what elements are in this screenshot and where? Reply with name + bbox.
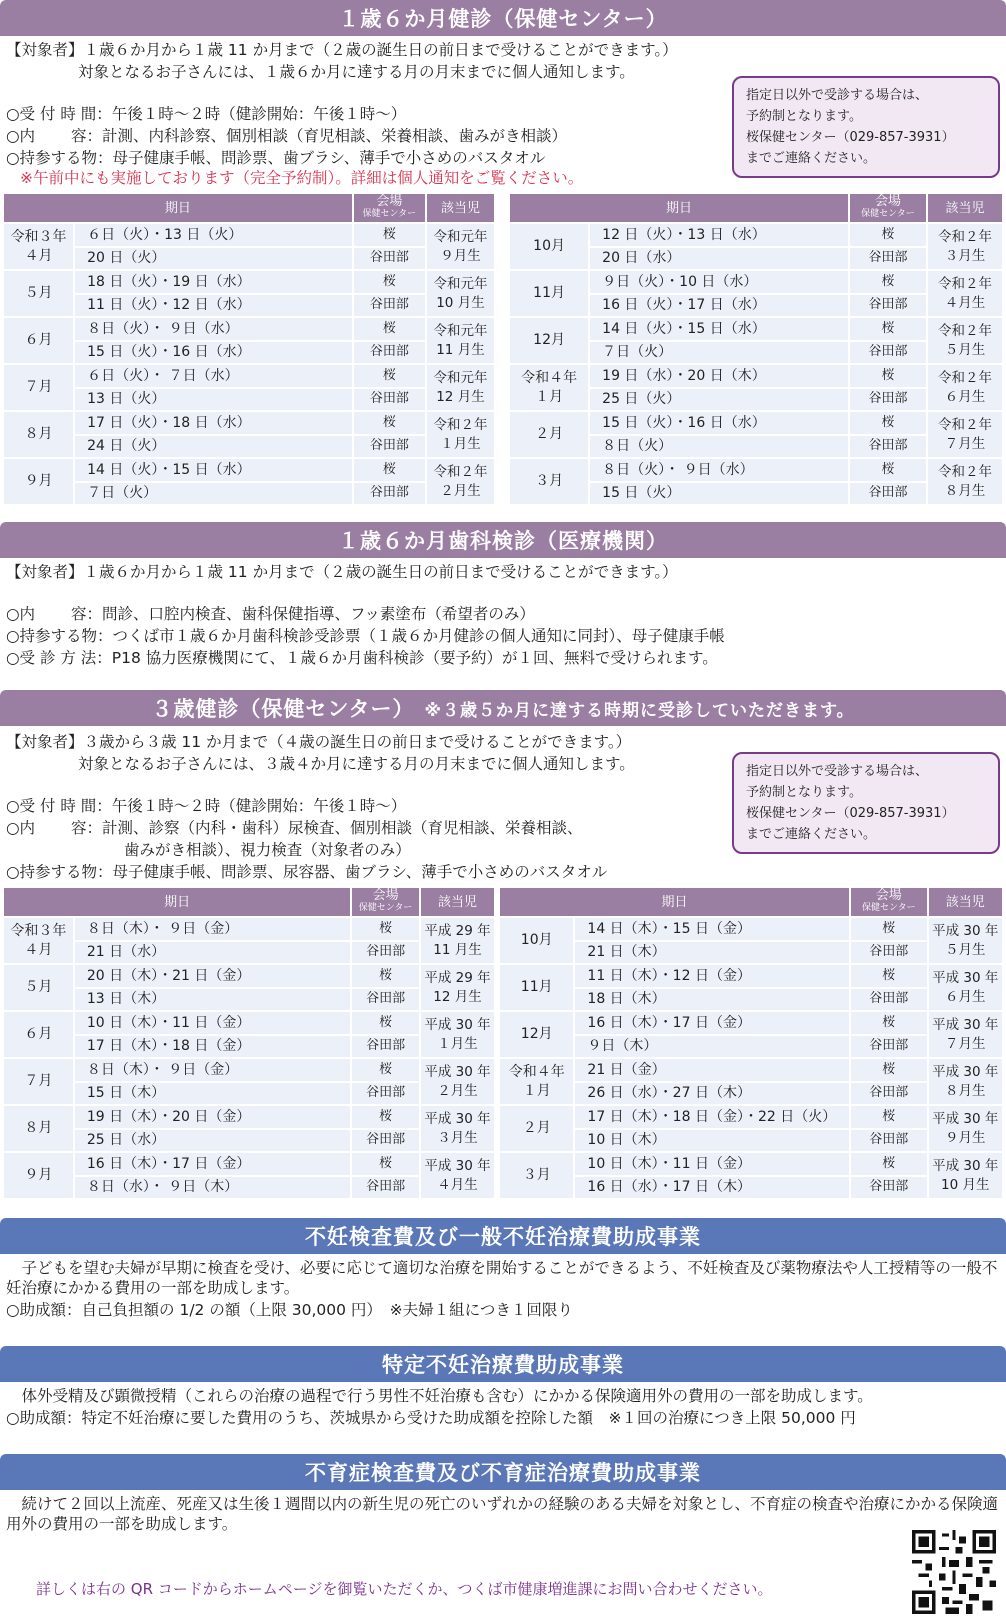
column-header-eligible: 該当児	[427, 194, 494, 222]
table-row	[4, 483, 494, 505]
table-row	[4, 342, 494, 364]
table-row	[500, 1059, 1002, 1081]
table-row	[4, 271, 494, 293]
venue-cell: 谷田部	[352, 1083, 419, 1105]
eligible-cell: 令和元年 12 月生	[427, 365, 494, 410]
date-cell: 15 日（火）・16 日（水）	[75, 342, 352, 364]
venue-cell: 谷田部	[851, 1083, 927, 1105]
venue-cell: 桜	[851, 1153, 927, 1175]
month-cell: ７月	[4, 365, 73, 410]
table-row	[500, 1012, 1002, 1034]
date-cell: 10 日（木）・11 日（金）	[75, 1012, 350, 1034]
venue-cell: 桜	[352, 918, 419, 940]
eligible-cell: 令和２年 ６月生	[928, 365, 1002, 410]
date-cell: 18 日（木）	[575, 989, 849, 1011]
column-header-date: 期日	[4, 888, 350, 916]
date-cell: ７日（火）	[75, 483, 352, 505]
venue-cell: 桜	[850, 318, 926, 340]
note-line: 指定日以外で受診する場合は、	[746, 764, 929, 779]
dental-bring: ○持参する物：つくば市１歳６か月歯科検診受診票（１歳６か月健診の個人通知に同封）、母子健康手帳	[6, 627, 725, 645]
month-cell: ６月	[4, 1012, 73, 1057]
column-header-date: 期日	[4, 194, 352, 222]
table-row	[500, 965, 1002, 987]
month-cell: ９月	[4, 1153, 73, 1198]
date-cell: 19 日（水）・20 日（木）	[590, 365, 848, 387]
venue-cell: 桜	[850, 365, 926, 387]
eligible-cell: 令和２年 ５月生	[928, 318, 1002, 363]
date-cell: 16 日（木）・17 日（金）	[575, 1012, 849, 1034]
table-row	[500, 1036, 1002, 1058]
eligible-cell: 令和元年 ９月生	[427, 224, 494, 269]
eligible-cell: 令和元年 11 月生	[427, 318, 494, 363]
table-row	[4, 1106, 494, 1128]
month-cell: 10月	[510, 224, 588, 269]
date-cell: 13 日（火）	[75, 389, 352, 411]
table-row	[500, 1153, 1002, 1175]
table-row	[500, 1083, 1002, 1105]
month-cell: ５月	[4, 965, 73, 1010]
date-cell: 14 日（木）・15 日（金）	[575, 918, 849, 940]
date-cell: 14 日（火）・15 日（水）	[590, 318, 848, 340]
date-cell: ６日（火）・13 日（火）	[75, 224, 352, 246]
dental-method: ○受 診 方 法：P18 協力医療機関にて、１歳６か月歯科検診（要予約）が１回、無料で受けられます。	[6, 649, 718, 667]
table-row	[4, 389, 494, 411]
venue-cell: 桜	[851, 1012, 927, 1034]
reception-time: ○受 付 時 間：午後１時～２時（健診開始：午後１時～）	[6, 797, 407, 815]
table-row	[4, 918, 494, 940]
target-text: 【対象者】３歳から３歳 11 か月まで（４歳の誕生日の前日まで受けることができます。）	[6, 733, 632, 751]
table-row	[500, 1130, 1002, 1152]
eligible-cell: 令和２年 ４月生	[928, 271, 1002, 316]
date-cell: ６日（火）・ ７日（水）	[75, 365, 352, 387]
eligible-cell: 平成 30 年 ３月生	[421, 1106, 494, 1151]
specific-infertility-amount: ○助成額：特定不妊治療に要した費用のうち、茨城県から受けた助成額を控除した額 ※１回の治療につき上限 50,000 円	[6, 1409, 856, 1427]
date-cell: 10 日（木）・11 日（金）	[575, 1153, 849, 1175]
date-cell: 24 日（火）	[75, 436, 352, 458]
date-cell: 26 日（水）・27 日（木）	[575, 1083, 849, 1105]
venue-cell: 桜	[851, 1106, 927, 1128]
date-cell: 16 日（水）・17 日（木）	[575, 1177, 849, 1199]
eligible-cell: 平成 29 年 11 月生	[421, 918, 494, 963]
venue-cell: 谷田部	[352, 1177, 419, 1199]
eligible-cell: 令和２年 ３月生	[928, 224, 1002, 269]
bring-text: ○持参する物：母子健康手帳、問診票、歯ブラシ、薄手で小さめのバスタオル	[6, 149, 546, 167]
venue-cell: 桜	[352, 1012, 419, 1034]
month-cell: 令和４年 １月	[500, 1059, 573, 1104]
column-header-venue-sub: 保健センター	[358, 903, 413, 913]
column-header-venue-sub: 保健センター	[861, 209, 915, 219]
table-row	[510, 365, 1002, 387]
venue-cell: 谷田部	[850, 436, 926, 458]
venue-cell: 桜	[851, 918, 927, 940]
date-cell: ７日（火）	[590, 342, 848, 364]
schedule-table-18m-right	[508, 192, 1004, 506]
target-text: 【対象者】１歳６か月から１歳 11 か月まで（２歳の誕生日の前日まで受けることができます。）	[6, 41, 678, 59]
venue-cell: 桜	[851, 965, 927, 987]
table-row	[4, 436, 494, 458]
table-row	[510, 412, 1002, 434]
table-row	[500, 942, 1002, 964]
venue-cell: 谷田部	[851, 989, 927, 1011]
month-cell: 12月	[510, 318, 588, 363]
column-header-eligible: 該当児	[928, 194, 1002, 222]
date-cell: 18 日（火）・19 日（水）	[75, 271, 352, 293]
table-row	[500, 1177, 1002, 1199]
venue-cell: 桜	[851, 1059, 927, 1081]
date-cell: ８日（水）・ ９日（木）	[75, 1177, 350, 1199]
column-header-venue-sub: 保健センター	[362, 209, 417, 219]
date-cell: 25 日（火）	[590, 389, 848, 411]
content-text: ○内 容：計測、診察（内科・歯科）尿検査、個別相談（育児相談、栄養相談、	[6, 819, 583, 837]
date-cell: 10 日（木）	[575, 1130, 849, 1152]
eligible-cell: 令和２年 ２月生	[427, 459, 494, 504]
date-cell: 15 日（火）・16 日（水）	[590, 412, 848, 434]
subtitle: ※３歳５か月に達する時期に受診していただきます。	[424, 700, 855, 721]
venue-cell: 桜	[850, 271, 926, 293]
date-cell: 15 日（木）	[75, 1083, 350, 1105]
column-header-date: 期日	[510, 194, 848, 222]
column-header-venue: 会場 保健センター	[352, 888, 419, 916]
section-header-recurrent-miscarriage: 不育症検査費及び不育症治療費助成事業	[0, 1454, 1006, 1490]
month-cell: 11月	[510, 271, 588, 316]
bring-text: ○持参する物：母子健康手帳、問診票、尿容器、歯ブラシ、薄手で小さめのバスタオル	[6, 863, 608, 881]
table-row	[4, 224, 494, 246]
eligible-cell: 平成 30 年 ６月生	[929, 965, 1002, 1010]
column-header-date: 期日	[500, 888, 849, 916]
dental-target: 【対象者】１歳６か月から１歳 11 か月まで（２歳の誕生日の前日まで受けることができます。）	[6, 563, 678, 581]
table-row	[4, 295, 494, 317]
venue-cell: 桜	[354, 365, 425, 387]
venue-cell: 桜	[352, 965, 419, 987]
venue-cell: 谷田部	[352, 989, 419, 1011]
venue-cell: 桜	[352, 1059, 419, 1081]
venue-cell: 谷田部	[354, 248, 425, 270]
date-cell: 21 日（木）	[575, 942, 849, 964]
reception-time: ○受 付 時 間：午後１時～２時（健診開始：午後１時～）	[6, 105, 407, 123]
date-cell: 20 日（火）	[75, 248, 352, 270]
section-header-3y-checkup	[0, 690, 1006, 726]
venue-cell: 谷田部	[851, 1177, 927, 1199]
month-cell: ９月	[4, 459, 73, 504]
venue-cell: 桜	[850, 224, 926, 246]
venue-cell: 谷田部	[850, 483, 926, 505]
month-cell: 12月	[500, 1012, 573, 1057]
table-row	[4, 965, 494, 987]
table-row	[4, 1059, 494, 1081]
date-cell: 20 日（水）	[590, 248, 848, 270]
note-line: 桜保健センター（029-857-3931）	[746, 130, 955, 145]
eligible-cell: 平成 30 年 ２月生	[421, 1059, 494, 1104]
venue-cell: 谷田部	[354, 389, 425, 411]
venue-cell: 桜	[850, 459, 926, 481]
date-cell: ８日（火）・ ９日（水）	[75, 318, 352, 340]
date-cell: 21 日（金）	[575, 1059, 849, 1081]
month-cell: 令和４年 １月	[510, 365, 588, 410]
venue-cell: 谷田部	[354, 295, 425, 317]
date-cell: ９日（火）・10 日（水）	[590, 271, 848, 293]
month-cell: ２月	[500, 1106, 573, 1151]
venue-cell: 桜	[354, 318, 425, 340]
note-line: 桜保健センター（029-857-3931）	[746, 806, 955, 821]
eligible-cell: 平成 30 年 ４月生	[421, 1153, 494, 1198]
table-row	[4, 318, 494, 340]
eligible-cell: 令和２年 ８月生	[928, 459, 1002, 504]
table-row	[4, 1153, 494, 1175]
venue-cell: 桜	[354, 271, 425, 293]
month-cell: ８月	[4, 1106, 73, 1151]
date-cell: 14 日（火）・15 日（水）	[75, 459, 352, 481]
eligible-cell: 令和２年 ７月生	[928, 412, 1002, 457]
month-cell: ７月	[4, 1059, 73, 1104]
table-row	[500, 918, 1002, 940]
venue-cell: 谷田部	[850, 389, 926, 411]
column-header-venue: 会場 保健センター	[851, 888, 927, 916]
table-row	[500, 1106, 1002, 1128]
infertility-general-amount: ○助成額：自己負担額の 1/2 の額（上限 30,000 円） ※夫婦１組につき１回限り	[6, 1301, 573, 1319]
month-cell: 令和３年 ４月	[4, 224, 73, 269]
table-row	[510, 318, 1002, 340]
month-cell: ２月	[510, 412, 588, 457]
qr-code-icon[interactable]	[912, 1530, 996, 1614]
infertility-general-body: 子どもを望む夫婦が早期に検査を受け、必要に応じて適切な治療を開始することができるよう、不妊検査及び薬物療法や人工授精等の一般不妊治療にかかる費用の一部を助成します。	[6, 1259, 998, 1297]
table-row	[4, 459, 494, 481]
month-cell: ５月	[4, 271, 73, 316]
venue-cell: 桜	[850, 412, 926, 434]
section-header-specific-infertility: 特定不妊治療費助成事業	[0, 1346, 1006, 1382]
month-cell: 10月	[500, 918, 573, 963]
venue-cell: 谷田部	[851, 1130, 927, 1152]
target-note: 対象となるお子さんには、３歳４か月に達する月の月末までに個人通知します。	[78, 755, 635, 773]
date-cell: 19 日（木）・20 日（金）	[75, 1106, 350, 1128]
date-cell: 20 日（木）・21 日（金）	[75, 965, 350, 987]
date-cell: 11 日（木）・12 日（金）	[575, 965, 849, 987]
dental-content: ○内 容：問診、口腔内検査、歯科保健指導、フッ素塗布（希望者のみ）	[6, 605, 535, 623]
date-cell: 25 日（水）	[75, 1130, 350, 1152]
eligible-cell: 平成 30 年 １月生	[421, 1012, 494, 1057]
date-cell: 12 日（火）・13 日（水）	[590, 224, 848, 246]
eligible-cell: 平成 30 年 ９月生	[929, 1106, 1002, 1151]
target-note: 対象となるお子さんには、１歳６か月に達する月の月末までに個人通知します。	[78, 63, 635, 81]
content-text-2: 歯みがき相談）、視力検査（対象者のみ）	[124, 841, 411, 859]
venue-cell: 桜	[352, 1153, 419, 1175]
venue-cell: 谷田部	[851, 1036, 927, 1058]
footer-contact: 詳しくは右の QR コードからホームページを御覧いただくか、つくば市健康増進課にお問い合わせください。	[36, 1580, 773, 1598]
column-header-venue: 会場 保健センター	[354, 194, 425, 222]
column-header-eligible: 該当児	[929, 888, 1002, 916]
note-line: までご連絡ください。	[746, 151, 877, 166]
venue-cell: 谷田部	[354, 342, 425, 364]
month-cell: 令和３年 ４月	[4, 918, 73, 963]
venue-cell: 谷田部	[851, 942, 927, 964]
schedule-table-3y-left	[2, 886, 496, 1200]
month-cell: 11月	[500, 965, 573, 1010]
date-cell: ９日（木）	[575, 1036, 849, 1058]
date-cell: 11 日（火）・12 日（水）	[75, 295, 352, 317]
eligible-cell: 平成 30 年 10 月生	[929, 1153, 1002, 1198]
venue-cell: 谷田部	[850, 295, 926, 317]
date-cell: 17 日（木）・18 日（金）・22 日（火）	[575, 1106, 849, 1128]
reservation-note	[732, 76, 1000, 178]
table-row	[4, 412, 494, 434]
date-cell: ８日（木）・ ９日（金）	[75, 1059, 350, 1081]
section-header-dental: １歳６か月歯科検診（医療機関）	[0, 522, 1006, 558]
venue-cell: 谷田部	[354, 483, 425, 505]
table-row	[4, 248, 494, 270]
date-cell: 16 日（木）・17 日（金）	[75, 1153, 350, 1175]
table-row	[4, 1012, 494, 1034]
venue-cell: 谷田部	[850, 248, 926, 270]
recurrent-miscarriage-body: 続けて２回以上流産、死産又は生後１週間以内の新生児の死亡のいずれかの経験のある夫婦を対象とし、不育症の検査や治療にかかる保険適用外の費用の一部を助成します。	[6, 1495, 999, 1533]
month-cell: ３月	[510, 459, 588, 504]
venue-cell: 谷田部	[354, 436, 425, 458]
venue-cell: 桜	[354, 224, 425, 246]
date-cell: 16 日（火）・17 日（水）	[590, 295, 848, 317]
table-row	[500, 989, 1002, 1011]
am-note: ※午前中にも実施しております（完全予約制）。詳細は個人通知をご覧ください。	[20, 169, 584, 187]
venue-cell: 谷田部	[850, 342, 926, 364]
column-header-eligible: 該当児	[421, 888, 494, 916]
date-cell: 17 日（火）・18 日（水）	[75, 412, 352, 434]
schedule-table-3y-right	[498, 886, 1004, 1200]
section-header-infertility-general: 不妊検査費及び一般不妊治療費助成事業	[0, 1218, 1006, 1254]
specific-infertility-body: 体外受精及び顕微授精（これらの治療の過程で行う男性不妊治療も含む）にかかる保険適用外の費用の一部を助成します。	[6, 1387, 873, 1405]
note-line: 予約制となります。	[746, 109, 862, 124]
month-cell: ３月	[500, 1153, 573, 1198]
month-cell: ８月	[4, 412, 73, 457]
table-row	[510, 271, 1002, 293]
venue-cell: 谷田部	[352, 1036, 419, 1058]
note-line: 指定日以外で受診する場合は、	[746, 88, 929, 103]
eligible-cell: 令和元年 10 月生	[427, 271, 494, 316]
table-row	[510, 224, 1002, 246]
reservation-note	[732, 752, 1000, 854]
date-cell: 17 日（木）・18 日（金）	[75, 1036, 350, 1058]
content-text: ○内 容：計測、内科診察、個別相談（育児相談、栄養相談、歯みがき相談）	[6, 127, 567, 145]
eligible-cell: 令和２年 １月生	[427, 412, 494, 457]
date-cell: ８日（木）・ ９日（金）	[75, 918, 350, 940]
date-cell: 15 日（火）	[590, 483, 848, 505]
venue-cell: 谷田部	[352, 942, 419, 964]
table-row	[510, 459, 1002, 481]
note-line: までご連絡ください。	[746, 827, 877, 842]
eligible-cell: 平成 30 年 ８月生	[929, 1059, 1002, 1104]
venue-cell: 谷田部	[352, 1130, 419, 1152]
eligible-cell: 平成 30 年 ５月生	[929, 918, 1002, 963]
eligible-cell: 平成 30 年 ７月生	[929, 1012, 1002, 1057]
date-cell: 21 日（水）	[75, 942, 350, 964]
date-cell: 13 日（木）	[75, 989, 350, 1011]
column-header-venue-sub: 保健センター	[861, 903, 916, 913]
schedule-table-18m-left	[2, 192, 496, 506]
venue-cell: 桜	[354, 412, 425, 434]
venue-cell: 桜	[354, 459, 425, 481]
month-cell: ６月	[4, 318, 73, 363]
date-cell: ８日（火）・ ９日（水）	[590, 459, 848, 481]
eligible-cell: 平成 29 年 12 月生	[421, 965, 494, 1010]
date-cell: ８日（火）	[590, 436, 848, 458]
table-row	[4, 365, 494, 387]
note-line: 予約制となります。	[746, 785, 862, 800]
column-header-venue: 会場 保健センター	[850, 194, 926, 222]
venue-cell: 桜	[352, 1106, 419, 1128]
title: ３歳健診（保健センター）	[151, 697, 415, 721]
section-header-18m-checkup: １歳６か月健診（保健センター）	[0, 0, 1006, 36]
